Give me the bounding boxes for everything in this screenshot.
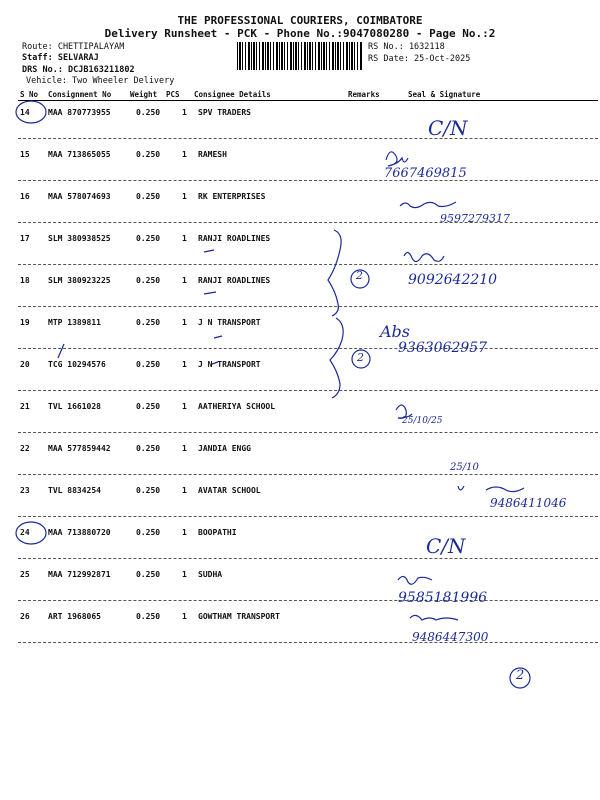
ink-group-count-1: 2 [356,269,363,282]
drs-number: DRS No.: DCJB163211802 [22,65,135,75]
row-weight: 0.250 [136,444,161,453]
table-row [18,522,598,564]
table-row [18,564,598,606]
row-divider [18,474,598,475]
row-consignee: J N TRANSPORT [198,360,261,369]
row-sno: 26 [20,612,30,621]
table-row [18,396,598,438]
ink-abs-19: Abs [380,322,411,341]
row-pcs: 1 [182,402,187,411]
row-consignment-no: MTP 1389811 [48,318,101,327]
row-weight: 0.250 [136,192,161,201]
ink-phone-18: 9092642210 [408,272,498,288]
row-pcs: 1 [182,192,187,201]
ink-phone-26: 9486447300 [412,630,489,644]
ink-page-number: 2 [516,668,525,683]
row-weight: 0.250 [136,402,161,411]
ink-date-21: 25/10/25 [402,416,443,426]
row-consignment-no: MAA 713865055 [48,150,111,159]
row-sno: 15 [20,150,30,159]
table-row [18,606,598,648]
row-consignment-no: MAA 577859442 [48,444,111,453]
row-sno: 21 [20,402,30,411]
ink-cn-14: C/N [428,116,468,140]
row-weight: 0.250 [136,360,161,369]
runsheet-subtitle: Delivery Runsheet - PCK - Phone No.:9047080280 - Page No.:2 [104,27,496,40]
row-weight: 0.250 [136,318,161,327]
col-consignment: Consignment No [48,90,112,99]
row-pcs: 1 [182,486,187,495]
row-consignment-no: TVL 8834254 [48,486,101,495]
row-consignment-no: MAA 870773955 [48,108,111,117]
row-consignment-no: TVL 1661028 [48,402,101,411]
row-pcs: 1 [182,276,187,285]
row-pcs: 1 [182,360,187,369]
row-consignee: GOWTHAM TRANSPORT [198,612,280,621]
table-row [18,354,598,396]
row-divider [18,348,598,349]
ink-phone-20: 9363062957 [398,340,488,356]
row-divider [18,516,598,517]
row-weight: 0.250 [136,276,161,285]
row-consignee: JANDIA ENGG [198,444,251,453]
row-consignee: RAMESH [198,150,227,159]
row-sno: 20 [20,360,30,369]
table-row [18,270,598,312]
table-row [18,186,598,228]
col-sno: S No [20,90,39,99]
col-weight: Weight [130,90,158,99]
row-weight: 0.250 [136,570,161,579]
rs-date: RS Date: 25-Oct-2025 [368,54,471,64]
route-label: Route: CHETTIPALAYAM [22,42,125,52]
table-row [18,102,598,144]
row-sno: 17 [20,234,30,243]
row-pcs: 1 [182,444,187,453]
row-pcs: 1 [182,108,187,117]
ink-phone-15: 7667469815 [384,166,467,181]
row-divider [18,180,598,181]
vehicle-label: Vehicle: Two Wheeler Delivery [26,76,175,86]
row-divider [18,432,598,433]
row-weight: 0.250 [136,108,161,117]
ink-date-22: 25/10 [450,462,479,473]
row-divider [18,642,598,643]
table-row [18,312,598,354]
row-pcs: 1 [182,150,187,159]
company-title: THE PROFESSIONAL COURIERS, COIMBATORE [177,14,423,27]
row-weight: 0.250 [136,234,161,243]
row-sno: 23 [20,486,30,495]
row-sno: 22 [20,444,30,453]
row-consignee: RK ENTERPRISES [198,192,266,201]
ink-phone-23: 9486411046 [490,496,567,510]
col-pcs: PCS [166,90,180,99]
row-pcs: 1 [182,318,187,327]
row-sno: 16 [20,192,30,201]
row-consignee: SPV TRADERS [198,108,251,117]
ink-cn-24: C/N [426,534,466,558]
row-consignment-no: MAA 712992871 [48,570,111,579]
row-divider [18,306,598,307]
row-divider [18,390,598,391]
row-consignee: RANJI ROADLINES [198,276,271,285]
row-divider [18,264,598,265]
row-sno: 24 [20,528,30,537]
row-consignment-no: MAA 578074693 [48,192,111,201]
row-pcs: 1 [182,570,187,579]
row-pcs: 1 [182,612,187,621]
staff-label: Staff: SELVARAJ [22,53,99,63]
row-sno: 14 [20,108,30,117]
table-row [18,228,598,270]
row-consignee: J N TRANSPORT [198,318,261,327]
row-consignment-no: TCG 10294576 [48,360,106,369]
row-sno: 25 [20,570,30,579]
row-consignee: AATHERIYA SCHOOL [198,402,276,411]
row-pcs: 1 [182,234,187,243]
row-consignee: BOOPATHI [198,528,237,537]
barcode [237,42,362,70]
row-divider [18,600,598,601]
row-sno: 19 [20,318,30,327]
ink-phone-25: 9585181996 [398,590,488,606]
ink-phone-16: 9597279317 [440,212,510,225]
row-consignee: AVATAR SCHOOL [198,486,261,495]
row-divider [18,222,598,223]
row-consignment-no: MAA 713880720 [48,528,111,537]
row-sno: 18 [20,276,30,285]
row-consignment-no: ART 1968065 [48,612,101,621]
table-row [18,144,598,186]
row-consignment-no: SLM 380923225 [48,276,111,285]
row-divider [18,558,598,559]
row-weight: 0.250 [136,612,161,621]
row-divider [18,138,598,139]
table-header [18,90,598,101]
rs-number: RS No.: 1632118 [368,42,445,52]
ink-group-count-2: 2 [357,351,364,364]
row-weight: 0.250 [136,486,161,495]
col-remarks: Remarks [348,90,380,99]
row-weight: 0.250 [136,150,161,159]
col-seal-signature: Seal & Signature [408,90,481,99]
row-consignment-no: SLM 380938525 [48,234,111,243]
row-weight: 0.250 [136,528,161,537]
col-consignee: Consignee Details [194,90,271,99]
row-pcs: 1 [182,528,187,537]
table-row [18,438,598,480]
row-consignee: SUDHA [198,570,223,579]
row-consignee: RANJI ROADLINES [198,234,271,243]
